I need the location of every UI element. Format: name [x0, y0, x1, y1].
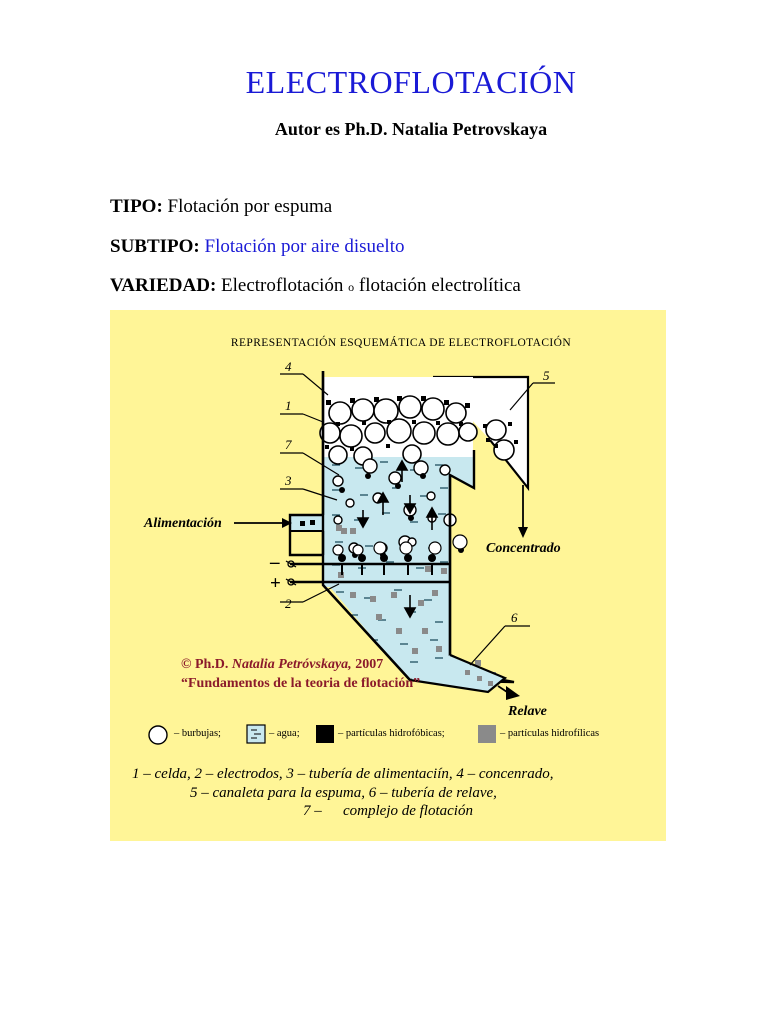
label-5: 5: [543, 368, 550, 383]
book-title: “Fundamentos de la teoria de flotación”: [181, 676, 421, 691]
minus-sign: –: [270, 552, 280, 573]
label-7: 7: [285, 437, 292, 452]
subtipo-label: SUBTIPO:: [110, 236, 200, 257]
label-2: 2: [285, 596, 292, 611]
label-3: 3: [285, 473, 292, 488]
copyright-year: 2007: [355, 657, 384, 672]
variedad-line: [110, 275, 521, 297]
page-title: ELECTROFLOTACIÓN: [245, 64, 577, 100]
legend-hydrophobic-swatch: [316, 725, 334, 743]
copyright-line: [181, 657, 383, 672]
copyright-prefix: © Ph.D.: [181, 657, 229, 672]
label-4: 4: [285, 359, 292, 374]
variedad-value-a: Electroflotación: [221, 275, 344, 296]
author-line: Autor es Ph.D. Natalia Petrovskaya: [274, 119, 548, 139]
caption-line-2: 5 – canaleta para la espuma, 6 – tubería de relave,: [190, 785, 497, 801]
tipo-label: TIPO:: [110, 196, 163, 217]
legend-hydrophilic-swatch: [478, 725, 496, 743]
label-1: 1: [285, 398, 292, 413]
alimentacion-label: Alimentación: [144, 516, 222, 531]
tipo-line: [110, 196, 332, 218]
plus-sign: +: [270, 573, 281, 594]
legend-hidrofobicas: – partículas hidrofóbicas;: [338, 728, 445, 739]
caption-line-1: 1 – celda, 2 – electrodos, 3 – tubería de alimentaciín, 4 – concenrado,: [132, 766, 554, 782]
variedad-value-b: flotación electrolítica: [358, 275, 521, 296]
variedad-separator: o: [348, 280, 355, 294]
legend-bubble-swatch: [149, 726, 167, 744]
electroflotation-figure: [110, 310, 666, 841]
variedad-label: VARIEDAD:: [110, 275, 217, 296]
subtipo-value: Flotación por aire disuelto: [204, 236, 405, 257]
legend-agua: – agua;: [269, 728, 300, 739]
diagram-title: REPRESENTACIÓN ESQUEMÁTICA DE ELECTROFLOTACIÓN: [230, 337, 572, 349]
label-6: 6: [511, 610, 518, 625]
subtipo-line: [110, 236, 404, 258]
caption-line-3-text: complejo de flotación: [343, 803, 473, 819]
caption-line-3-num: 7 –: [303, 803, 322, 819]
concentrado-label: Concentrado: [486, 541, 561, 556]
legend-burbujas: – burbujas;: [174, 728, 221, 739]
tipo-value: Flotación por espuma: [167, 196, 333, 217]
schematic-svg: [110, 310, 666, 841]
legend-hidrofilicas: – partículas hidrofílicas: [500, 728, 600, 739]
copyright-name: Natalia Petróvskaya,: [231, 657, 352, 672]
relave-label: Relave: [508, 704, 547, 719]
